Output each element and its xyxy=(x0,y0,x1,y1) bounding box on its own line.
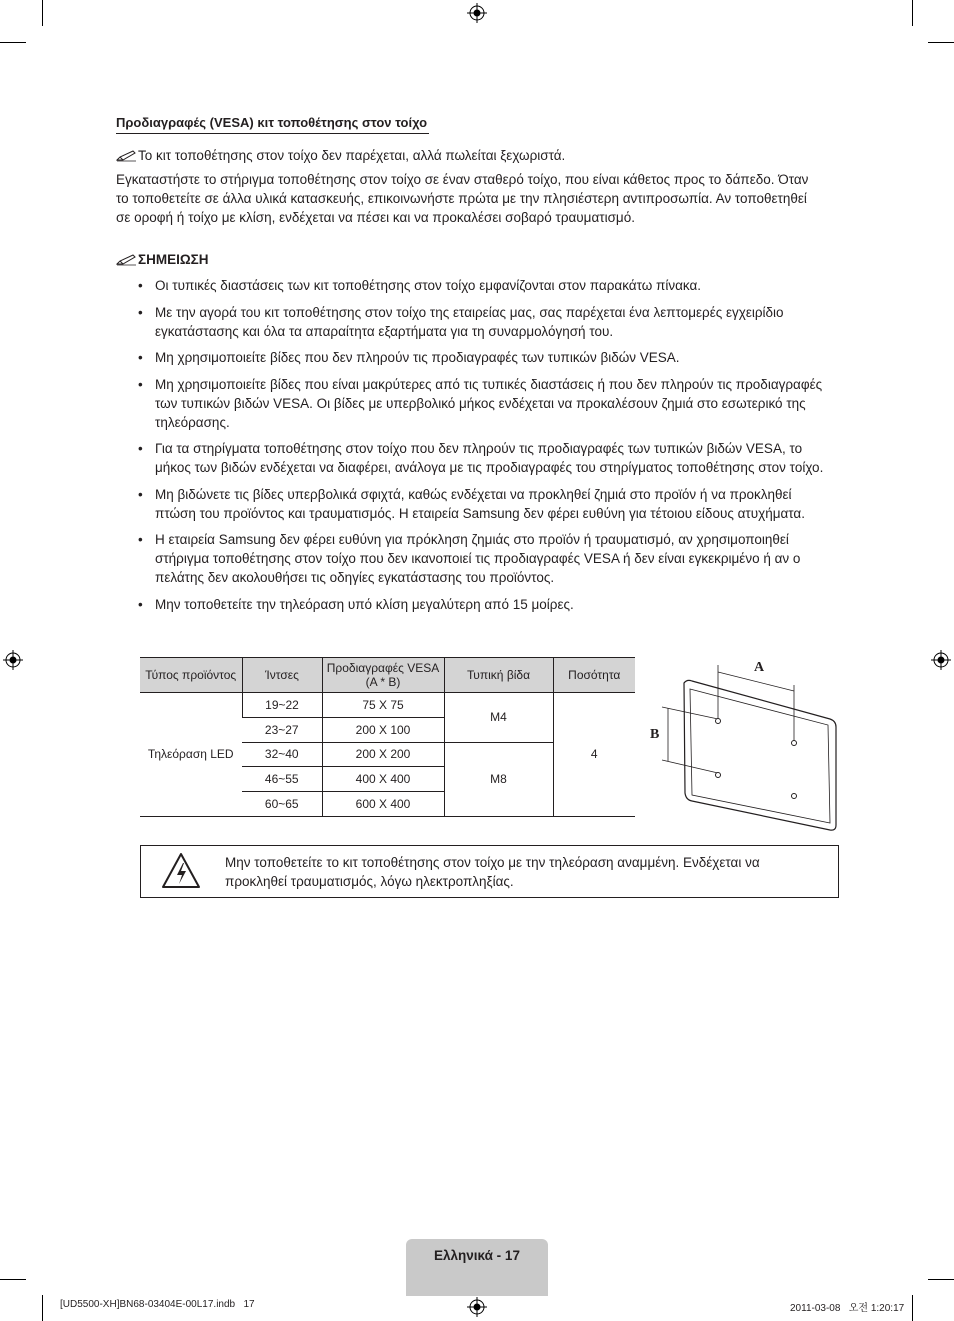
footer-timestamp: 2011-03-08 오전 1:20:17 xyxy=(790,1303,905,1314)
list-item: • Μην τοποθετείτε την τηλεόραση υπό κλίση μεγαλύτερη από 15 μοίρες. xyxy=(136,595,836,614)
list-item: • Οι τυπικές διαστάσεις των κιτ τοποθέτησης στον τοίχο εμφανίζονται στον παρακάτω πίνακα. xyxy=(136,276,836,295)
mount-hole xyxy=(792,794,797,799)
mount-hole xyxy=(716,773,721,778)
cell-product-type: Τηλεόραση LED xyxy=(140,693,242,817)
crop-mark xyxy=(0,1279,26,1280)
crop-mark xyxy=(0,42,26,43)
note-heading xyxy=(116,250,209,269)
header-inches: Ίντσες xyxy=(242,658,322,693)
crop-mark xyxy=(928,42,954,43)
registration-mark-icon xyxy=(467,1297,487,1317)
header-product-type: Τύπος προϊόντος xyxy=(140,658,242,693)
page-label: Ελληνικά - 17 xyxy=(434,1248,520,1263)
cell-vesa: 200 X 100 xyxy=(322,717,444,742)
section-title: Προδιαγραφές (VESA) κιτ τοποθέτησης στον τοίχο xyxy=(116,115,429,134)
install-paragraph: Εγκαταστήστε το στήριγμα τοποθέτησης στον τοίχο σε έναν σταθερό τοίχο, που είναι κάθετος προς το δάπεδο. Όταν το τοποθετείτε σε άλλα υλικά κατασκευής, επικοινωνήστε πρώτα με την πλησιέστερη αντιπροσωπία. Αν τοποθετηθεί σε οροφή ή τοίχο με κλίση, ενδέχεται να πέσει και να προκαλέσει σοβαρό τραυματισμό. xyxy=(116,172,809,225)
crop-mark xyxy=(42,0,43,26)
crop-mark xyxy=(928,1279,954,1280)
cell-vesa: 200 X 200 xyxy=(322,742,444,767)
cell-vesa: 75 X 75 xyxy=(322,693,444,718)
cell-inches: 19~22 xyxy=(242,693,322,718)
crop-mark xyxy=(912,1295,913,1321)
registration-mark-icon xyxy=(3,650,23,670)
list-item: • Για τα στηρίγματα τοποθέτησης στον τοίχο που δεν πληρούν τις προδιαγραφές των τυπικών βιδών VESA, το μήκος των βιδών ενδέχεται να διαφέρει, ανάλογα με τις προδιαγραφές του στηρίγματος τοποθέτησης στον τοίχο. xyxy=(136,439,836,477)
tv-panel-outline xyxy=(684,680,836,830)
cell-inches: 46~55 xyxy=(242,767,322,792)
warning-text: Μην τοποθετείτε το κιτ τοποθέτησης στον τοίχο με την τηλεόραση αναμμένη. Ενδέχεται να προκληθεί τραυματισμός, λόγω ηλεκτροπληξίας. xyxy=(225,855,760,889)
footer-file-info: [UD5500-XH]BN68-03404E-00L17.indb 17 xyxy=(60,1299,255,1310)
list-item: • Μη βιδώνετε τις βίδες υπερβολικά σφιχτά, καθώς ενδέχεται να προκληθεί ζημιά στο προϊόν ή να προκληθεί πτώση του προϊόντος και τραυματισμός. Η εταιρεία Samsung δεν φέρει ευθύνη για τέτοιου είδους ατυχήματα. xyxy=(136,485,836,523)
list-item: • Με την αγορά του κιτ τοποθέτησης στον τοίχο της εταιρείας μας, σας παρέχεται ένα λεπτομερές εγχειρίδιο εγκατάστασης και όλα τα απαραίτητα εξαρτήματα για τη συναρμολόγησή του. xyxy=(136,303,836,341)
cell-inches: 60~65 xyxy=(242,792,322,817)
registration-mark-icon xyxy=(931,650,951,670)
dimension-b-label: B xyxy=(650,727,660,742)
vesa-spec-table xyxy=(140,657,635,817)
cell-inches: 23~27 xyxy=(242,717,322,742)
note-heading-text: ΣΗΜΕΙΩΣΗ xyxy=(138,252,209,267)
header-screw: Τυπική βίδα xyxy=(444,658,553,693)
page-number-tab xyxy=(406,1239,548,1296)
pencil-note-icon xyxy=(116,254,138,266)
cell-quantity: 4 xyxy=(553,693,635,817)
list-item: • Η εταιρεία Samsung δεν φέρει ευθύνη για πρόκληση ζημιάς στο προϊόν ή τραυματισμό, αν χρησιμοποιηθεί στήριγμα τοποθέτησης στον τοίχο που δεν ικανοποιεί τις προδιαγραφές VESA ή δεν είναι εγκεκριμένο ή αν ο πελάτης δεν ακολουθήσει τις οδηγίες εγκατάστασης του προϊόντος. xyxy=(136,530,836,587)
table-header-row xyxy=(140,658,635,693)
cell-inches: 32~40 xyxy=(242,742,322,767)
dimension-a-label: A xyxy=(754,660,765,675)
mount-hole xyxy=(716,719,721,724)
crop-mark xyxy=(912,0,913,26)
tv-panel-inner xyxy=(690,689,830,823)
warning-box xyxy=(140,845,839,898)
pencil-note-icon xyxy=(116,150,138,162)
cell-screw: M4 xyxy=(444,693,553,743)
header-quantity: Ποσότητα xyxy=(553,658,635,693)
list-item: • Μη χρησιμοποιείτε βίδες που είναι μακρύτερες από τις τυπικές διαστάσεις ή που δεν πληρούν τις προδιαγραφές των τυπικών βιδών VESA. Οι βίδες με υπερβολικό μήκος ενδέχεται να προκαλέσουν ζημιά στο εσωτερικό της τηλεόρασης. xyxy=(136,375,836,432)
note-kit xyxy=(116,146,565,165)
tv-back-diagram xyxy=(640,655,840,835)
note-kit-text: Το κιτ τοποθέτησης στον τοίχο δεν παρέχεται, αλλά πωλείται ξεχωριστά. xyxy=(138,148,566,163)
notes-list xyxy=(136,276,836,621)
registration-mark-icon xyxy=(467,3,487,23)
cell-screw: M8 xyxy=(444,742,553,816)
header-vesa: Προδιαγραφές VESA (A * B) xyxy=(322,658,444,693)
crop-mark xyxy=(42,1295,43,1321)
electric-shock-warning-icon xyxy=(161,852,201,890)
mount-hole xyxy=(792,741,797,746)
cell-vesa: 400 X 400 xyxy=(322,767,444,792)
table-row xyxy=(140,693,635,718)
cell-vesa: 600 X 400 xyxy=(322,792,444,817)
list-item: • Μη χρησιμοποιείτε βίδες που δεν πληρούν τις προδιαγραφές των τυπικών βιδών VESA. xyxy=(136,348,836,367)
